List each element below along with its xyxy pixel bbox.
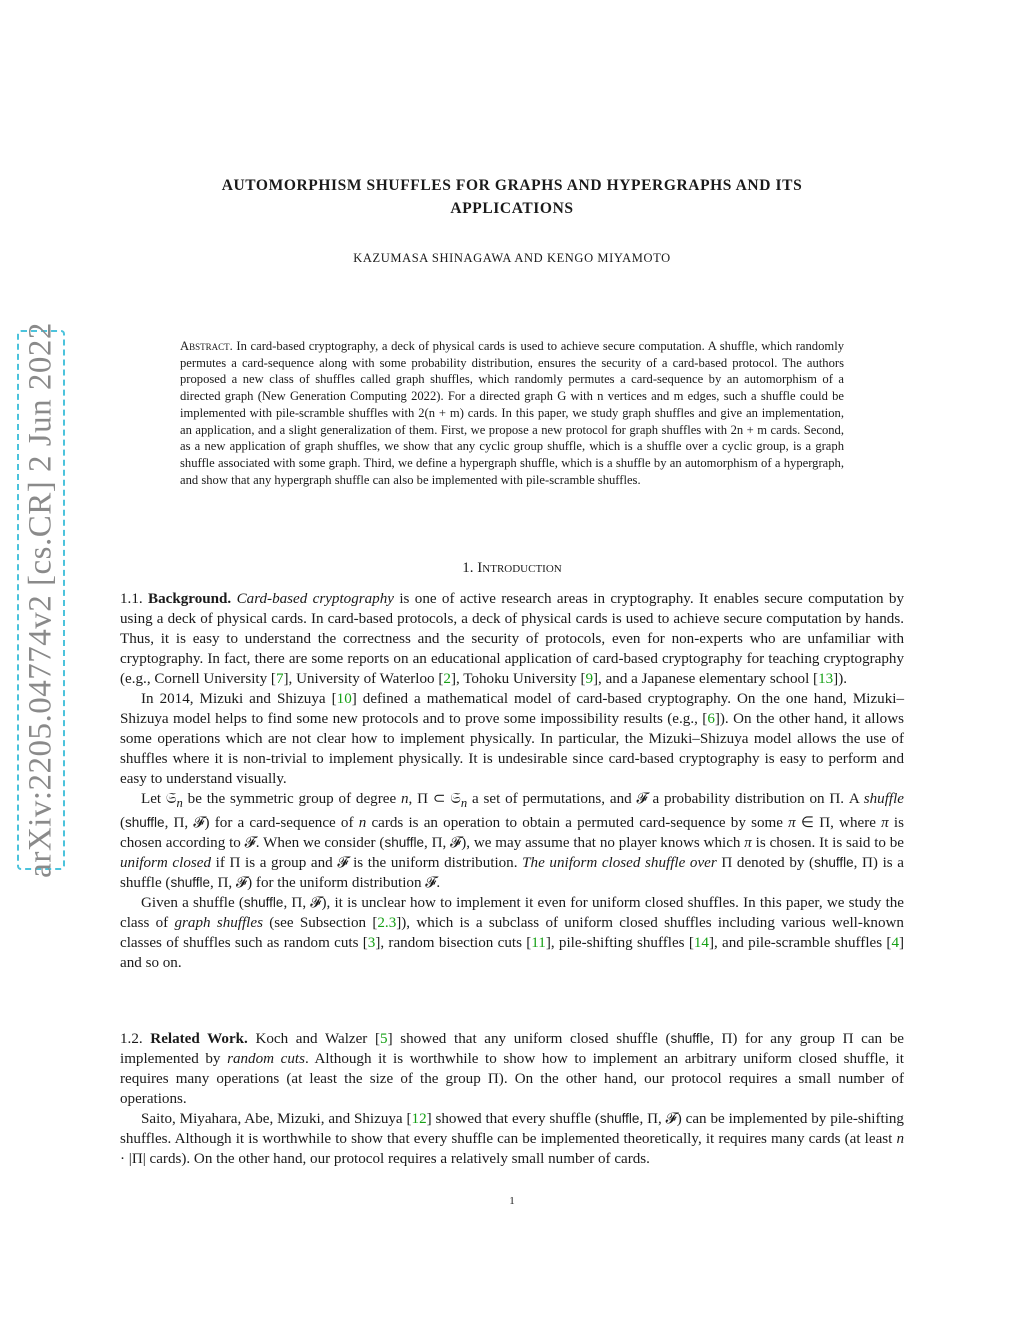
arxiv-stamp	[17, 322, 65, 878]
abstract-label: Abstract.	[180, 339, 233, 353]
citation-link[interactable]: [ 9 ]	[580, 671, 598, 687]
background-subsection	[120, 589, 904, 973]
paragraph-related-2: Saito, Miyahara, Abe, Mizuki, and Shizuya [ 12 ] showed that every shuffle (shuffle, Π, 𝓕) can be implemented by pile-shifting shuffles. Although it is worthwhile to show that every shuffle can be implemented theoretically, it requires many cards (at least n · |Π| cards). On the other hand, our protocol requires a relatively small number of cards.	[120, 1109, 904, 1169]
paper-title	[140, 174, 884, 220]
paragraph-background-3: Let 𝔖$_n$ be the symmetric group of degree n, Π ⊂ 𝔖$_n$ a set of permutations, and 𝓕 a probability distribution on Π. A shuffle (shuffle, Π, 𝓕) for a card-sequence of n cards is an operation to obtain a permuted card-sequence by some π ∈ Π, where π is chosen according to 𝓕. When we consider (shuffle, Π, 𝓕), we may assume that no player knows which π is chosen. It is said to be uniform closed if Π is a group and 𝓕 is the uniform distribution. The uniform closed shuffle over Π denoted by (shuffle, Π) is a shuffle (shuffle, Π, 𝓕) for the uniform distribution 𝓕.	[120, 791, 905, 892]
page-number: 1	[509, 1195, 515, 1207]
paragraph-related-1: 1.2. Related Work. Koch and Walzer [ 5 ] showed that any uniform closed shuffle (shuffle, Π) for any group Π can be implemented by random cuts. Although it is worthwhile to show how to implement an arbitrary uniform closed shuffle, it requires many operations (at least the size of the group Π). On the other hand, our protocol requires a small number of operations.	[120, 1029, 904, 1109]
citation-link[interactable]: [ 12 ]	[406, 1111, 431, 1127]
arxiv-identifier: arXiv:2205.04774v2 [cs.CR] 2 Jun 2022	[22, 322, 59, 878]
citation-link[interactable]: [ 11 ]	[526, 935, 551, 951]
citation-link[interactable]: [ 14 ]	[689, 935, 714, 951]
subsection-title: Related Work.	[150, 1031, 248, 1047]
subsection-link[interactable]: [ 2.3 ]	[372, 915, 401, 931]
citation-link[interactable]: [ 10 ]	[332, 691, 357, 707]
citation-link[interactable]: [ 6 ]	[702, 711, 720, 727]
related-work-subsection	[120, 1029, 904, 1169]
subsection-title: Background.	[148, 591, 232, 607]
author-list: KAZUMASA SHINAGAWA AND KENGO MIYAMOTO	[353, 251, 671, 265]
subsection-number: 1.2.	[120, 1031, 143, 1047]
subsection-number: 1.1.	[120, 591, 143, 607]
citation-link[interactable]: [ 3 ]	[363, 935, 381, 951]
paragraph-background-1: 1.1. Background. Card-based cryptography is one of active research areas in cryptography. It enables secure computation by using a deck of physical cards. In card-based protocols, a deck of physical cards is used to achieve secure computation by hands. Thus, it is easy to understand the correctness and the security of protocols, even for non-experts who are unfamiliar with cryptography. In fact, there are some reports on an educational application of card-based cryptography for teaching cryptography (e.g., Cornell University [ 7 ] , University of Waterloo [ 2 ] , Tohoku University [ 9 ] , and a Japanese elementary school [ 13 ] ).	[120, 589, 904, 689]
section-title: Introduction	[477, 560, 562, 576]
citation-link[interactable]: [ 7 ]	[271, 671, 289, 687]
title-line-2: APPLICATIONS	[450, 200, 574, 217]
paragraph-background-4: Given a shuffle (shuffle, Π, 𝓕), it is unclear how to implement it even for uniform closed shuffles. In this paper, we study the class of graph shuffles (see Subsection [ 2.3 ] ), which is a subclass of uniform closed shuffles including various well-known classes of shuffles such as random cuts [ 3 ] , random bisection cuts [ 11 ] , pile-shifting shuffles [ 14 ] , and pile-scramble shuffles [ 4 ] and so on.	[120, 893, 904, 973]
section-heading-introduction	[120, 560, 904, 577]
citation-link[interactable]: [ 4 ]	[886, 935, 904, 951]
citation-link[interactable]: [ 5 ]	[375, 1031, 393, 1047]
citation-link[interactable]: [ 2 ]	[438, 671, 456, 687]
title-line-1: AUTOMORPHISM SHUFFLES FOR GRAPHS AND HYPERGRAPHS AND ITS	[221, 177, 803, 194]
section-number: 1.	[462, 560, 474, 576]
abstract	[180, 338, 844, 488]
citation-link[interactable]: [ 13 ]	[813, 671, 838, 687]
abstract-text: In card-based cryptography, a deck of physical cards is used to achieve secure computation. A shuffle, which randomly permutes a card-sequence along with some probability distribution, ensures the security of a card-based protocol. The authors proposed a new class of shuffles called graph shuffles, which randomly permutes a card-sequence by an automorphism of a directed graph (New Generation Computing 2022). For a directed graph G with n vertices and m edges, such a shuffle could be implemented with pile-scramble shuffles with 2(n + m) cards. In this paper, we study graph shuffles and give an implementation, an application, and a slight generalization of them. First, we propose a new protocol for graph shuffles with 2n + m cards. Second, as a new application of graph shuffles, we show that any cyclic group shuffle, which is a shuffle over a cyclic group, is a graph shuffle associated with some graph. Third, we define a hypergraph shuffle, which is a shuffle by an automorphism of a hypergraph, and show that any hypergraph shuffle can also be implemented with pile-scramble shuffles.	[180, 339, 844, 487]
paragraph-background-2: In 2014, Mizuki and Shizuya [ 10 ] defined a mathematical model of card-based cryptography. On the one hand, Mizuki–Shizuya model helps to find some new protocols and to prove some impossibility results (e.g., [ 6 ] ). On the other hand, it allows some operations which are not clear how to implement physically. In particular, the Mizuki–Shizuya model allows the use of shuffles where it is non-trivial to implement physically. It is undesirable since card-based cryptography is easy to perform and easy to understand visually.	[120, 689, 904, 789]
